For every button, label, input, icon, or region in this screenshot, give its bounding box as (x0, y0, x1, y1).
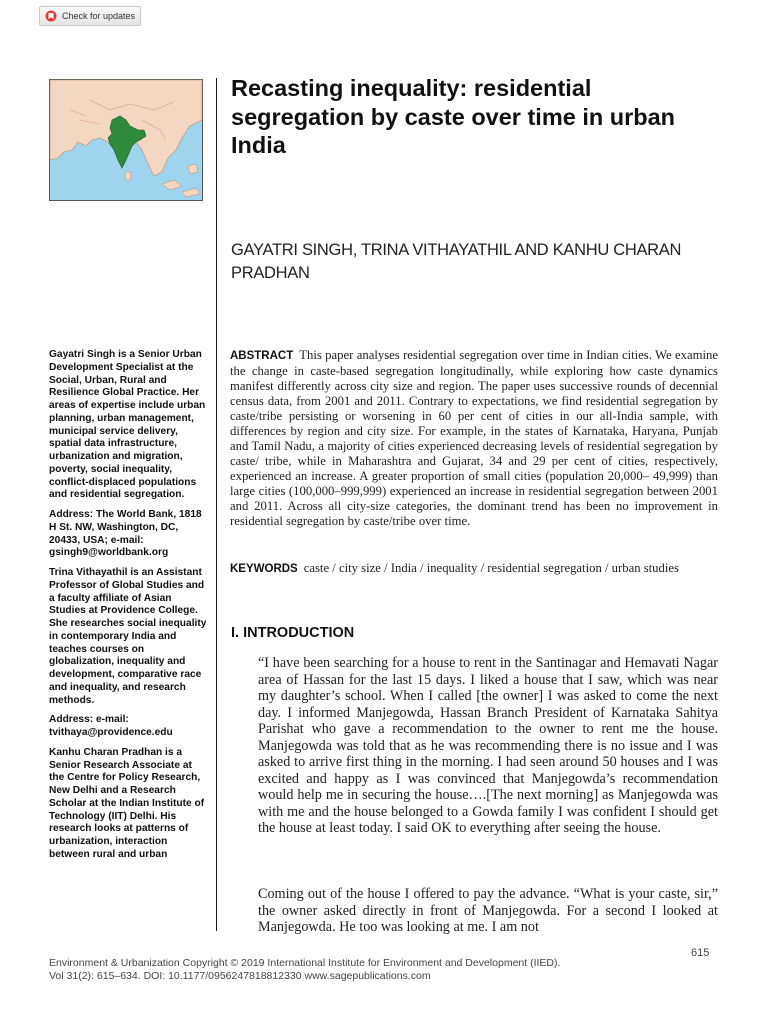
author-bio-pradhan: Kanhu Charan Pradhan is a Senior Research Associate at the Centre for Policy Research, New Delhi and a Research Scholar at the Indian Institute of Technology (IIT) Delhi. His research looks at patterns of urbanization, interaction between rural and urban (49, 746, 205, 860)
journal-footer (49, 957, 729, 983)
column-divider (216, 78, 217, 931)
intro-paragraph-2: Coming out of the house I offered to pay the advance. “What is your caste, sir,” the owner asked directly in front of Manjegowda. For a second I looked at Manjegowda. He too was looking at me. I am not (258, 886, 718, 935)
author-bio-singh: Gayatri Singh is a Senior Urban Development Specialist at the Social, Urban, Rural and Resilience Global Practice. Her areas of expertise include urban planning, urban management, municipal service delivery, spatial data infrastructure, urbanization and migration, poverty, social inequality, conflict-displaced populations and residential segregation. (49, 349, 206, 501)
author-bio-vithayathil: Trina Vithayathil is an Assistant Professor of Global Studies and a faculty affiliate of Asian Studies at Providence College. She researches social inequality in contemporary India and teaches courses on globalization, inequality and development, comparative race and inequality, and research methods. (49, 567, 207, 706)
section-heading-introduction: I. INTRODUCTION (231, 625, 355, 641)
keywords-text: caste / city size / India / inequality / residential segregation / urban studies (303, 561, 679, 575)
check-for-updates-label: Check for updates (62, 11, 136, 21)
footer-citation: Vol 31(2): 615–634. DOI: 10.1177/0956247818812330 www.sagepublications.com (49, 970, 431, 982)
author-bios-sidebar (49, 349, 209, 869)
india-locator-map (49, 79, 203, 201)
article-authors: GAYATRI SINGH, TRINA VITHAYATHIL AND KANHU CHARAN PRADHAN (231, 241, 682, 282)
intro-paragraph-1: “I have been searching for a house to rent in the Santinagar and Hemavati Nagar area of Hassan for the last 15 days. I liked a house that I saw, which was near my daughter’s school. When I called [the owner] I was asked to come the next day. I informed Manjegowda, Hassan Branch President of Karnataka Sahitya Parishat who gave a recommendation to the owner to rent me the house. Manjegowda was told that as he was recommending there is no issue and I was asked to arrive first thing in the morning. I had seen around 50 houses and I was excited and happy as I was convinced that Manjegowda’s recommendation would help me in securing the house….[The next morning] as Manjegowda was with me and the house belonged to a Gowda family I was confident I should get the house at least today. I said OK to everything after seeing the house. (258, 655, 718, 836)
keywords (230, 559, 718, 578)
author-address-singh: Address: The World Bank, 1818 H St. NW, Washington, DC, 20433, USA; e-mail: gsingh9@worldbank.org (49, 509, 202, 559)
page-number-text: 615 (691, 947, 710, 959)
check-for-updates-button[interactable] (39, 6, 141, 26)
abstract-text: This paper analyses residential segregation over time in Indian cities. We examine the change in caste-based segregation longitudinally, while exploring how caste dynamics manifest differently across city size and region. The paper uses successive rounds of decennial census data, from 2001 and 2011. Contrary to expectations, we find residential segregation by caste/tribe persisting or worsening in 60 per cent of cities in our all-India sample, with differences by region and city size. For example, in the states of Karnataka, Haryana, Punjab and Tamil Nadu, a majority of cities experienced decreasing levels of residential segregation by caste/ tribe, while in Maharashtra and Gujarat, 34 and 29 per cent of cities, respectively, experienced an increase. A greater proportion of small cities (population 20,000– 49,999) than large cities (100,000–999,999) experienced an increase in residential segregation between 2001 and 2011. Across all city-size categories, the dominant trend has been no improvement in residential segregation by caste/tribe over time. (230, 348, 718, 528)
abstract (230, 348, 718, 529)
footer-copyright: Environment & Urbanization Copyright © 2019 International Institute for Environment and Development (IIED). (49, 957, 561, 969)
crossmark-icon (45, 10, 57, 22)
keywords-label: KEYWORDS (230, 563, 298, 575)
article-title: Recasting inequality: residential segregation by caste over time in urban India (231, 75, 676, 158)
abstract-label: ABSTRACT (230, 350, 294, 362)
author-address-vithayathil: Address: e-mail: tvithaya@providence.edu (49, 714, 173, 738)
